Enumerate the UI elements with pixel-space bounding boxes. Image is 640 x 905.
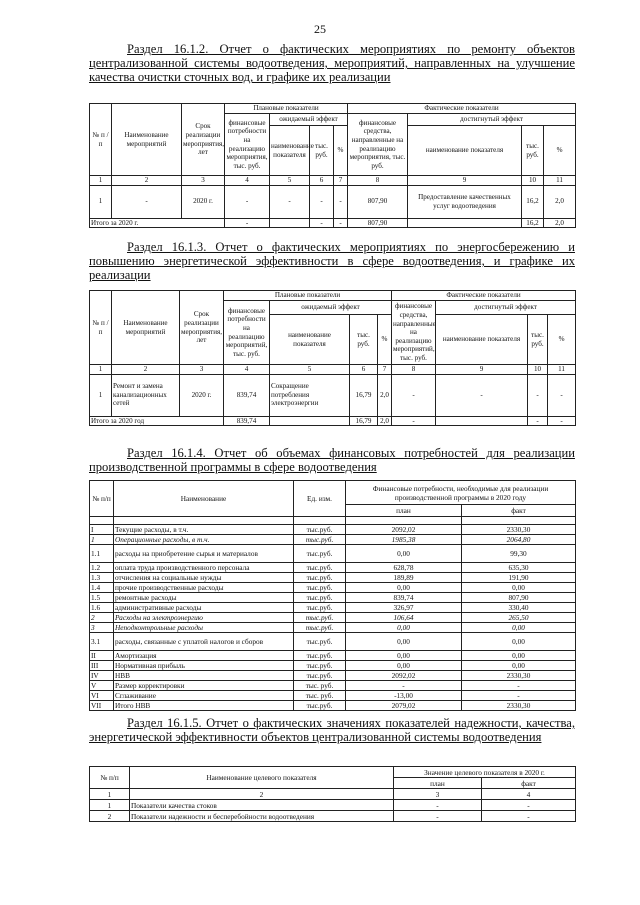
cell-name: Операционные расходы, в т.ч.: [114, 535, 294, 545]
col-head-term: Срок реализации мероприятия, лет: [182, 104, 225, 176]
cell-unit: тыс.руб.: [294, 661, 346, 671]
cell: -: [225, 218, 270, 228]
cell-num: 3: [90, 623, 114, 633]
cell-unit: тыс.руб.: [294, 545, 346, 563]
col-number: 7: [334, 176, 348, 186]
cell-name: Амортизация: [114, 651, 294, 661]
section-heading-16-1-3: Раздел 16.1.3. Отчет о фактических мероприятиях по энергосбережению и повышению энергетической эффективности в сфере водоотведения, и графике их реализации: [89, 240, 575, 283]
cell-fact: 0,00: [462, 583, 576, 593]
col-head-plan: план: [346, 505, 462, 517]
cell: -: [394, 800, 482, 811]
col-head-fact-fin: финансовые средства, направленные на реализацию мероприятий, тыс. руб.: [392, 301, 436, 365]
cell: -: [392, 374, 436, 416]
cell-name: Итого НВВ: [114, 701, 294, 711]
col-head-plan-pct: %: [334, 126, 348, 176]
cell-unit: тыс.руб.: [294, 593, 346, 603]
table-row: [90, 661, 576, 671]
col-head-plan-eff-name: наименование показателя: [270, 315, 350, 365]
cell-num: V: [90, 681, 114, 691]
table-row: [90, 651, 576, 661]
cell-unit: тыс.руб.: [294, 633, 346, 651]
cell-name: прочие производственные расходы: [114, 583, 294, 593]
col-head-num: № п / п: [90, 104, 112, 176]
cell-num: 3.1: [90, 633, 114, 651]
col-number: 1: [90, 789, 130, 800]
cell-fact: 2330,30: [462, 525, 576, 535]
col-number: 11: [544, 176, 576, 186]
cell-plan: 326,97: [346, 603, 462, 613]
cell-unit: тыс.руб.: [294, 573, 346, 583]
table-row: [90, 583, 576, 593]
col-head-plan-fin: финансовые потребности на реализацию мероприятия, тыс. руб.: [225, 114, 270, 176]
cell-fact: 0,00: [462, 661, 576, 671]
col-number: 3: [394, 789, 482, 800]
cell: Показатели надежности и бесперебойности водоотведения: [130, 811, 394, 822]
col-head-unit: Ед. изм.: [294, 481, 346, 517]
cell-name: отчисления на социальные нужды: [114, 573, 294, 583]
col-head-fact: Фактические показатели: [348, 104, 576, 114]
cell: 2,0: [378, 374, 392, 416]
col-number: 2: [112, 365, 180, 375]
col-number: 1: [90, 176, 112, 186]
cell-name: НВВ: [114, 671, 294, 681]
cell-unit: тыс.руб.: [294, 583, 346, 593]
table-row: [90, 603, 576, 613]
cell: Показатели качества стоков: [130, 800, 394, 811]
table-row: [90, 613, 576, 623]
cell: 16,2: [522, 218, 544, 228]
cell-num: VII: [90, 701, 114, 711]
section-heading-16-1-4: Раздел 16.1.4. Отчет об объемах финансовых потребностей для реализации производственной программы в сфере водоотведения: [89, 446, 575, 475]
cell: Сокращение потребления электроэнергии: [270, 374, 350, 416]
table-row: [90, 573, 576, 583]
table-target-indicators: [89, 766, 576, 822]
cell: 16,79: [350, 374, 378, 416]
cell: 16,2: [522, 185, 544, 218]
cell: [270, 218, 310, 228]
cell-num: 1.1: [90, 545, 114, 563]
cell-unit: тыс.руб.: [294, 651, 346, 661]
col-head-plan-eff-name: наименование показателя: [270, 126, 310, 176]
table-row: [90, 701, 576, 711]
cell-num: 1.2: [90, 563, 114, 573]
cell-name: Нормативная прибыль: [114, 661, 294, 671]
col-number: 1: [90, 365, 112, 375]
cell: -: [310, 218, 334, 228]
cell: 2020 г.: [180, 374, 224, 416]
table-repair-measures: [89, 103, 576, 228]
col-head-num: № п / п: [90, 291, 112, 365]
heading-text: Раздел 16.1.5. Отчет о фактических значениях показателей надежности, качества, энергетической эффективности объектов централизованной системы водоотведения: [89, 716, 575, 745]
cell-name: административные расходы: [114, 603, 294, 613]
cell-plan: 2092,02: [346, 525, 462, 535]
cell-fact: 265,50: [462, 613, 576, 623]
cell: [436, 416, 528, 426]
col-head-plan: Плановые показатели: [224, 291, 392, 301]
cell-num: VI: [90, 691, 114, 701]
cell-name: Расходы на электроэнергию: [114, 613, 294, 623]
col-head-plan-eff-rub: тыс. руб.: [310, 126, 334, 176]
col-head-fact-pct: %: [544, 126, 576, 176]
cell: 2,0: [544, 185, 576, 218]
cell: -: [436, 374, 528, 416]
cell-plan: 1985,38: [346, 535, 462, 545]
cell-unit: тыс.руб.: [294, 623, 346, 633]
cell: [408, 218, 522, 228]
cell-fact: 0,00: [462, 633, 576, 651]
cell-plan: 0,00: [346, 583, 462, 593]
cell-plan: 2092,02: [346, 671, 462, 681]
cell-fact: 330,40: [462, 603, 576, 613]
cell: 16,79: [350, 416, 378, 426]
cell-unit: тыс.руб.: [294, 613, 346, 623]
cell-plan: 0,00: [346, 633, 462, 651]
cell-num: 1.4: [90, 583, 114, 593]
cell-unit: тыс.руб.: [294, 525, 346, 535]
cell: 1: [90, 374, 112, 416]
cell-name: оплата труда производственного персонала: [114, 563, 294, 573]
col-head-num: № п/п: [90, 481, 114, 517]
column-numbers-row: [90, 789, 576, 800]
col-head-fact-eff-name: наименование показателя: [436, 315, 528, 365]
col-number: 11: [548, 365, 576, 375]
cell: -: [528, 416, 548, 426]
col-head-plan-pct: %: [378, 315, 392, 365]
col-head-fact: Фактические показатели: [392, 291, 576, 301]
cell-fact: 807,90: [462, 593, 576, 603]
cell: Ремонт и замена канализационных сетей: [112, 374, 180, 416]
col-head-plan-eff: ожидаемый эффект: [270, 114, 348, 126]
cell: -: [334, 218, 348, 228]
table-row: [90, 691, 576, 701]
cell-num: III: [90, 661, 114, 671]
col-head-name: Наименование целевого показателя: [130, 767, 394, 789]
cell-num: 1.6: [90, 603, 114, 613]
cell: 2: [90, 811, 130, 822]
cell: -: [392, 416, 436, 426]
table-financial-needs: [89, 480, 576, 711]
cell-fact: 2064,80: [462, 535, 576, 545]
cell-unit: тыс.руб.: [294, 535, 346, 545]
cell: 839,74: [224, 374, 270, 416]
cell-plan: -13,00: [346, 691, 462, 701]
table-row: [90, 623, 576, 633]
cell: Предоставление качественных услуг водоотведения: [408, 185, 522, 218]
cell: -: [482, 800, 576, 811]
col-head-fact-pct: %: [548, 315, 576, 365]
cell-name: Размер корректировки: [114, 681, 294, 691]
cell-unit: тыс. руб.: [294, 691, 346, 701]
cell-name: ремонтные расходы: [114, 593, 294, 603]
col-number: 3: [180, 365, 224, 375]
column-numbers-row: [90, 365, 576, 375]
section-heading-16-1-2: Раздел 16.1.2. Отчет о фактических мероприятиях по ремонту объектов централизованной системы водоотведения, мероприятий, направленных на улучшение качества очистки сточных вод, и графике их реализации: [89, 42, 575, 85]
cell-plan: 189,89: [346, 573, 462, 583]
total-row: [90, 416, 576, 426]
table-row: [90, 671, 576, 681]
col-number: 10: [528, 365, 548, 375]
col-number: 4: [225, 176, 270, 186]
cell-fact: 635,30: [462, 563, 576, 573]
cell-fact: -: [462, 681, 576, 691]
col-number: 2: [112, 176, 182, 186]
col-number: 5: [270, 176, 310, 186]
cell-fact: 2330,30: [462, 671, 576, 681]
cell-fact: 99,30: [462, 545, 576, 563]
col-head-fact-fin: финансовые средства, направленные на реализацию мероприятия, тыс. руб.: [348, 114, 408, 176]
col-head-term: Срок реализации мероприятия, лет: [180, 291, 224, 365]
cell: -: [548, 374, 576, 416]
table-row: [90, 545, 576, 563]
cell: -: [112, 185, 182, 218]
cell-num: II: [90, 651, 114, 661]
cell: -: [394, 811, 482, 822]
col-head-fact-eff: достигнутый эффект: [408, 114, 576, 126]
col-head-plan: план: [394, 778, 482, 789]
col-number: 7: [378, 365, 392, 375]
table-row: [90, 185, 576, 218]
cell-num: 1.3: [90, 573, 114, 583]
cell-plan: 0,00: [346, 661, 462, 671]
col-head-name: Наименование: [114, 481, 294, 517]
cell-fact: 0,00: [462, 651, 576, 661]
table-row: [90, 593, 576, 603]
col-number: 9: [436, 365, 528, 375]
col-number: 10: [522, 176, 544, 186]
col-number: 6: [350, 365, 378, 375]
cell-num: 1.5: [90, 593, 114, 603]
col-number: 6: [310, 176, 334, 186]
cell-num: I: [90, 525, 114, 535]
cell: -: [482, 811, 576, 822]
cell-unit: тыс. руб.: [294, 681, 346, 691]
cell-fact: 2330,30: [462, 701, 576, 711]
cell: -: [334, 185, 348, 218]
section-heading-16-1-5: [89, 716, 575, 744]
cell-name: расходы на приобретение сырья и материалов: [114, 545, 294, 563]
col-head-plan-fin: финансовые потребности на реализацию мероприятий, тыс. руб.: [224, 301, 270, 365]
total-row: [90, 218, 576, 228]
page-number: 25: [314, 22, 326, 36]
cell: -: [310, 185, 334, 218]
col-head-name: Наименование мероприятий: [112, 291, 180, 365]
cell-plan: 628,78: [346, 563, 462, 573]
cell-fact: 0,00: [462, 623, 576, 633]
table-row: [90, 374, 576, 416]
cell-plan: 839,74: [346, 593, 462, 603]
col-head-fact-eff: достигнутый эффект: [436, 301, 576, 315]
cell: 2020 г.: [182, 185, 225, 218]
cell-plan: 2079,02: [346, 701, 462, 711]
col-head-fact-eff-rub: тыс. руб.: [522, 126, 544, 176]
table-energy-saving-measures: [89, 290, 576, 426]
col-number: 5: [270, 365, 350, 375]
cell: 807,90: [348, 218, 408, 228]
cell: -: [225, 185, 270, 218]
cell: 1: [90, 185, 112, 218]
col-number: 8: [348, 176, 408, 186]
col-head-name: Наименование мероприятий: [112, 104, 182, 176]
col-head-fact: факт: [482, 778, 576, 789]
cell-fact: 191,90: [462, 573, 576, 583]
col-number: 9: [408, 176, 522, 186]
cell: 839,74: [224, 416, 270, 426]
cell-plan: 0,00: [346, 545, 462, 563]
financial-rows: [90, 525, 576, 711]
cell: -: [528, 374, 548, 416]
col-number: 4: [224, 365, 270, 375]
cell-unit: тыс.руб.: [294, 671, 346, 681]
cell-name: Сглаживание: [114, 691, 294, 701]
cell: 807,90: [348, 185, 408, 218]
cell-unit: тыс.руб.: [294, 701, 346, 711]
table-row: [90, 563, 576, 573]
cell-num: IV: [90, 671, 114, 681]
table-row: [90, 800, 576, 811]
cell-name: Неподконтрольные расходы: [114, 623, 294, 633]
cell: 1: [90, 800, 130, 811]
table-row: [90, 535, 576, 545]
col-head-fact-eff-name: наименование показателя: [408, 126, 522, 176]
cell-unit: тыс.руб.: [294, 603, 346, 613]
cell-num: 1: [90, 535, 114, 545]
col-head-fact: факт: [462, 505, 576, 517]
col-number: 3: [182, 176, 225, 186]
cell-fact: -: [462, 691, 576, 701]
cell-plan: 0,00: [346, 651, 462, 661]
total-label: Итого за 2020 г.: [90, 218, 225, 228]
table-row: [90, 681, 576, 691]
cell: -: [270, 185, 310, 218]
col-number: 2: [130, 789, 394, 800]
cell-plan: 106,64: [346, 613, 462, 623]
cell-name: Текущие расходы, в т.ч.: [114, 525, 294, 535]
col-number: 4: [482, 789, 576, 800]
cell: -: [548, 416, 576, 426]
cell-num: 2: [90, 613, 114, 623]
table-row: [90, 525, 576, 535]
cell: [270, 416, 350, 426]
total-label: Итого за 2020 год: [90, 416, 224, 426]
col-head-fact-eff-rub: тыс. руб.: [528, 315, 548, 365]
col-head-plan-eff-rub: тыс. руб.: [350, 315, 378, 365]
col-head-num: № п/п: [90, 767, 130, 789]
column-numbers-row: [90, 176, 576, 186]
col-head-plan-eff: ожидаемый эффект: [270, 301, 392, 315]
cell: 2,0: [378, 416, 392, 426]
col-head-value: Значение целевого показателя в 2020 г.: [394, 767, 576, 778]
cell-plan: -: [346, 681, 462, 691]
cell-unit: тыс.руб.: [294, 563, 346, 573]
table-row: [90, 811, 576, 822]
col-number: 8: [392, 365, 436, 375]
cell: 2,0: [544, 218, 576, 228]
col-head-fin: Финансовые потребности, необходимые для реализации производственной программы в 2020 году: [346, 481, 576, 505]
table-row: [90, 633, 576, 651]
cell-plan: 0,00: [346, 623, 462, 633]
col-head-plan: Плановые показатели: [225, 104, 348, 114]
cell-name: расходы, связанные с уплатой налогов и сборов: [114, 633, 294, 651]
